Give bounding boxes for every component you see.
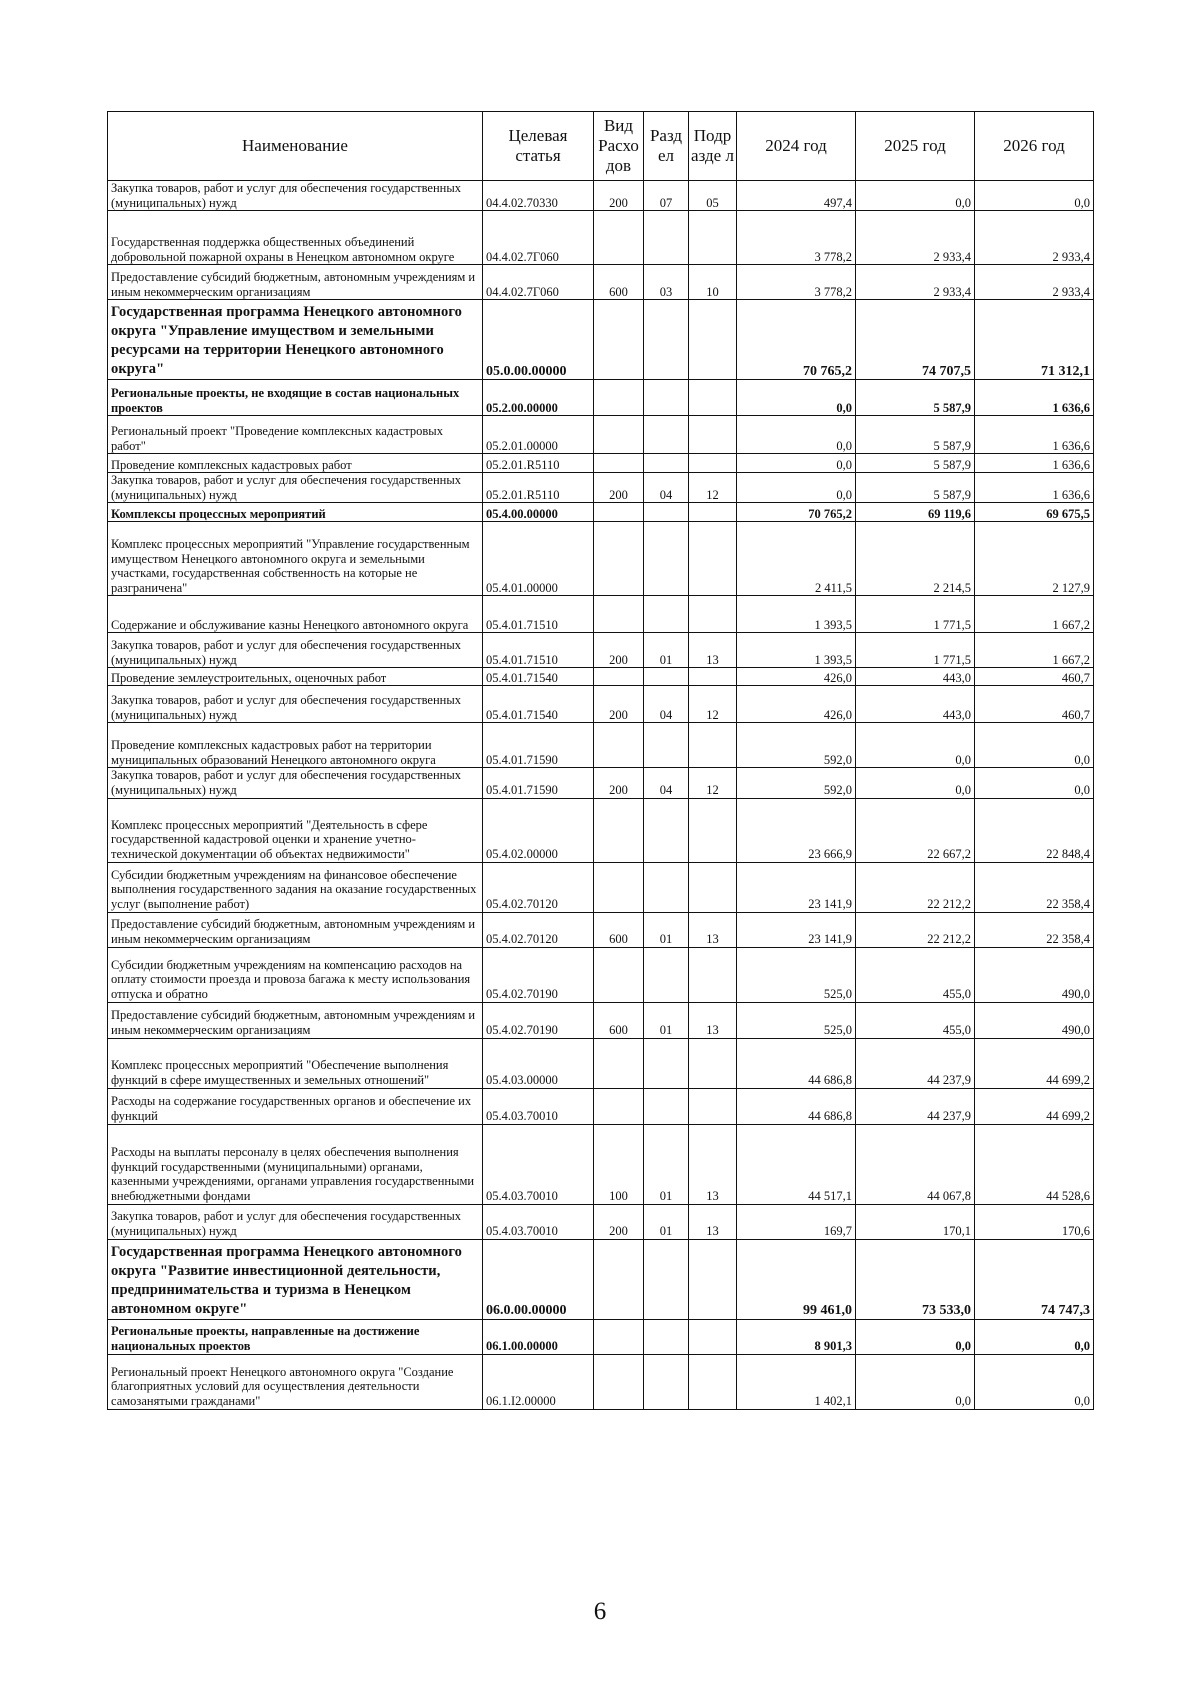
row-value-2026: 1 636,6 xyxy=(975,380,1094,416)
row-name: Комплекс процессных мероприятий "Деятельность в сфере государственной кадастровой оценки и хранение учетно-технической документации об объектах недвижимости" xyxy=(108,798,483,862)
row-value-2025: 1 771,5 xyxy=(856,633,975,668)
row-value-2025: 0,0 xyxy=(856,768,975,798)
row-type xyxy=(594,522,644,596)
row-section xyxy=(644,1319,689,1354)
row-type: 100 xyxy=(594,1124,644,1204)
row-value-2026: 0,0 xyxy=(975,768,1094,798)
row-article: 05.4.03.70010 xyxy=(483,1204,594,1239)
row-article: 04.4.02.7Г060 xyxy=(483,211,594,265)
row-subsection xyxy=(689,1354,737,1409)
row-value-2026: 44 528,6 xyxy=(975,1124,1094,1204)
header-article: Целевая статья xyxy=(483,112,594,181)
row-section: 04 xyxy=(644,473,689,503)
row-article: 05.4.02.70190 xyxy=(483,1002,594,1038)
table-row xyxy=(108,265,1094,300)
row-section xyxy=(644,947,689,1002)
row-section: 01 xyxy=(644,912,689,947)
row-name: Субсидии бюджетным учреждениям на компенсацию расходов на оплату стоимости проезда и провоза багажа к месту использования отпуска и обратно xyxy=(108,947,483,1002)
header-name: Наименование xyxy=(108,112,483,181)
row-value-2026: 460,7 xyxy=(975,686,1094,723)
page-number: 6 xyxy=(593,1598,607,1625)
row-value-2025: 443,0 xyxy=(856,668,975,686)
row-value-2024: 592,0 xyxy=(737,768,856,798)
row-name: Региональный проект "Проведение комплексных кадастровых работ" xyxy=(108,416,483,454)
row-value-2025: 0,0 xyxy=(856,1354,975,1409)
row-article: 05.4.01.00000 xyxy=(483,522,594,596)
row-value-2024: 525,0 xyxy=(737,947,856,1002)
header-2024: 2024 год xyxy=(737,112,856,181)
row-value-2025: 22 212,2 xyxy=(856,862,975,912)
row-value-2026: 44 699,2 xyxy=(975,1038,1094,1088)
row-article: 04.4.02.70330 xyxy=(483,181,594,211)
row-subsection xyxy=(689,668,737,686)
row-value-2025: 22 212,2 xyxy=(856,912,975,947)
row-value-2025: 74 707,5 xyxy=(856,300,975,380)
row-type xyxy=(594,1319,644,1354)
table-row xyxy=(108,1038,1094,1088)
row-subsection xyxy=(689,862,737,912)
row-value-2026: 1 636,6 xyxy=(975,416,1094,454)
row-section: 01 xyxy=(644,1204,689,1239)
row-section xyxy=(644,723,689,768)
row-value-2024: 0,0 xyxy=(737,416,856,454)
row-name: Государственная программа Ненецкого автономного округа "Управление имуществом и земельными ресурсами на территории Ненецкого автономного округа" xyxy=(108,300,483,380)
row-subsection xyxy=(689,1319,737,1354)
row-value-2025: 44 237,9 xyxy=(856,1088,975,1124)
table-row xyxy=(108,416,1094,454)
table-row xyxy=(108,1088,1094,1124)
row-section xyxy=(644,503,689,522)
row-subsection xyxy=(689,211,737,265)
row-section xyxy=(644,1088,689,1124)
row-name: Закупка товаров, работ и услуг для обеспечения государственных (муниципальных) нужд xyxy=(108,1204,483,1239)
row-value-2026: 22 358,4 xyxy=(975,912,1094,947)
row-name: Предоставление субсидий бюджетным, автономным учреждениям и иным некоммерческим организациям xyxy=(108,1002,483,1038)
table-row xyxy=(108,522,1094,596)
row-name: Проведение комплексных кадастровых работ на территории муниципальных образований Ненецкого автономного округа xyxy=(108,723,483,768)
row-section xyxy=(644,300,689,380)
row-name: Комплекс процессных мероприятий "Обеспечение выполнения функций в сфере имущественных и земельных отношений" xyxy=(108,1038,483,1088)
row-section: 01 xyxy=(644,633,689,668)
row-name: Комплекс процессных мероприятий "Управление государственным имуществом Ненецкого автономного округа и земельными участками, государственная собственность на которые не разграничена" xyxy=(108,522,483,596)
row-value-2024: 0,0 xyxy=(737,380,856,416)
row-subsection: 13 xyxy=(689,1124,737,1204)
row-type xyxy=(594,300,644,380)
row-section xyxy=(644,454,689,473)
row-type xyxy=(594,1038,644,1088)
row-value-2025: 1 771,5 xyxy=(856,596,975,633)
row-section xyxy=(644,522,689,596)
row-value-2026: 1 667,2 xyxy=(975,596,1094,633)
row-subsection: 05 xyxy=(689,181,737,211)
row-value-2025: 0,0 xyxy=(856,723,975,768)
row-subsection xyxy=(689,596,737,633)
row-value-2024: 44 686,8 xyxy=(737,1038,856,1088)
row-type xyxy=(594,380,644,416)
row-subsection xyxy=(689,522,737,596)
table-row xyxy=(108,798,1094,862)
row-article: 05.0.00.00000 xyxy=(483,300,594,380)
row-section xyxy=(644,668,689,686)
row-value-2026: 490,0 xyxy=(975,947,1094,1002)
row-value-2026: 2 933,4 xyxy=(975,265,1094,300)
row-value-2025: 455,0 xyxy=(856,1002,975,1038)
row-article: 05.4.01.71540 xyxy=(483,686,594,723)
row-value-2024: 70 765,2 xyxy=(737,503,856,522)
row-value-2025: 2 933,4 xyxy=(856,211,975,265)
row-type xyxy=(594,1354,644,1409)
row-value-2025: 69 119,6 xyxy=(856,503,975,522)
row-type: 200 xyxy=(594,768,644,798)
row-article: 05.4.02.70120 xyxy=(483,912,594,947)
row-value-2024: 1 393,5 xyxy=(737,596,856,633)
table-row xyxy=(108,862,1094,912)
row-section xyxy=(644,416,689,454)
table-row xyxy=(108,912,1094,947)
row-type xyxy=(594,1088,644,1124)
table-row xyxy=(108,947,1094,1002)
row-name: Проведение землеустроительных, оценочных работ xyxy=(108,668,483,686)
row-value-2024: 525,0 xyxy=(737,1002,856,1038)
row-value-2024: 23 666,9 xyxy=(737,798,856,862)
row-type xyxy=(594,596,644,633)
row-subsection: 13 xyxy=(689,633,737,668)
table-row xyxy=(108,686,1094,723)
row-section xyxy=(644,862,689,912)
row-name: Региональные проекты, направленные на достижение национальных проектов xyxy=(108,1319,483,1354)
row-name: Закупка товаров, работ и услуг для обеспечения государственных (муниципальных) нужд xyxy=(108,633,483,668)
row-type: 200 xyxy=(594,473,644,503)
row-article: 06.1.I2.00000 xyxy=(483,1354,594,1409)
row-value-2024: 70 765,2 xyxy=(737,300,856,380)
table-row xyxy=(108,454,1094,473)
row-value-2026: 1 667,2 xyxy=(975,633,1094,668)
row-section: 03 xyxy=(644,265,689,300)
row-name: Предоставление субсидий бюджетным, автономным учреждениям и иным некоммерческим организациям xyxy=(108,265,483,300)
row-type xyxy=(594,454,644,473)
header-2026: 2026 год xyxy=(975,112,1094,181)
row-value-2026: 0,0 xyxy=(975,723,1094,768)
row-section xyxy=(644,211,689,265)
row-value-2025: 44 237,9 xyxy=(856,1038,975,1088)
row-value-2026: 2 127,9 xyxy=(975,522,1094,596)
row-subsection xyxy=(689,503,737,522)
budget-table xyxy=(107,111,1094,1410)
row-article: 05.4.03.00000 xyxy=(483,1038,594,1088)
row-subsection xyxy=(689,947,737,1002)
row-subsection: 12 xyxy=(689,473,737,503)
table-row xyxy=(108,380,1094,416)
row-value-2024: 426,0 xyxy=(737,686,856,723)
row-name: Расходы на выплаты персоналу в целях обеспечения выполнения функций государственными (муниципальными) органами, казенными учреждениями, органами управления государственными внебюджетными фондами xyxy=(108,1124,483,1204)
row-name: Закупка товаров, работ и услуг для обеспечения государственных (муниципальных) нужд xyxy=(108,181,483,211)
header-subsection: Подр азде л xyxy=(689,112,737,181)
row-section: 04 xyxy=(644,768,689,798)
table-row xyxy=(108,300,1094,380)
table-row xyxy=(108,768,1094,798)
row-value-2024: 592,0 xyxy=(737,723,856,768)
row-value-2026: 69 675,5 xyxy=(975,503,1094,522)
row-type: 600 xyxy=(594,912,644,947)
row-section: 01 xyxy=(644,1124,689,1204)
row-subsection: 12 xyxy=(689,686,737,723)
row-subsection xyxy=(689,1088,737,1124)
row-type xyxy=(594,503,644,522)
row-section xyxy=(644,798,689,862)
row-article: 05.4.01.71510 xyxy=(483,596,594,633)
row-section: 04 xyxy=(644,686,689,723)
row-type xyxy=(594,947,644,1002)
row-value-2025: 22 667,2 xyxy=(856,798,975,862)
row-subsection xyxy=(689,1239,737,1319)
row-type: 200 xyxy=(594,181,644,211)
row-value-2025: 5 587,9 xyxy=(856,416,975,454)
row-value-2024: 23 141,9 xyxy=(737,862,856,912)
row-name: Государственная программа Ненецкого автономного округа "Развитие инвестиционной деятельности, предпринимательства и туризма в Ненецком автономном округе" xyxy=(108,1239,483,1319)
row-value-2025: 5 587,9 xyxy=(856,380,975,416)
table-header-row xyxy=(108,112,1094,181)
row-article: 05.4.00.00000 xyxy=(483,503,594,522)
row-value-2024: 8 901,3 xyxy=(737,1319,856,1354)
table-row xyxy=(108,633,1094,668)
row-section xyxy=(644,1038,689,1088)
row-value-2024: 1 402,1 xyxy=(737,1354,856,1409)
row-value-2026: 2 933,4 xyxy=(975,211,1094,265)
row-value-2026: 460,7 xyxy=(975,668,1094,686)
row-value-2024: 2 411,5 xyxy=(737,522,856,596)
row-value-2026: 74 747,3 xyxy=(975,1239,1094,1319)
row-name: Закупка товаров, работ и услуг для обеспечения государственных (муниципальных) нужд xyxy=(108,686,483,723)
row-value-2025: 2 214,5 xyxy=(856,522,975,596)
table-row xyxy=(108,503,1094,522)
row-article: 05.2.01.R5110 xyxy=(483,454,594,473)
row-type: 200 xyxy=(594,1204,644,1239)
row-value-2025: 73 533,0 xyxy=(856,1239,975,1319)
header-section: Разд ел xyxy=(644,112,689,181)
table-row xyxy=(108,1002,1094,1038)
row-section xyxy=(644,596,689,633)
row-type: 200 xyxy=(594,633,644,668)
row-value-2026: 1 636,6 xyxy=(975,473,1094,503)
row-section: 07 xyxy=(644,181,689,211)
row-value-2026: 0,0 xyxy=(975,1354,1094,1409)
row-value-2026: 490,0 xyxy=(975,1002,1094,1038)
row-type: 600 xyxy=(594,1002,644,1038)
table-row xyxy=(108,596,1094,633)
row-value-2024: 99 461,0 xyxy=(737,1239,856,1319)
row-value-2026: 22 358,4 xyxy=(975,862,1094,912)
row-type: 200 xyxy=(594,686,644,723)
row-value-2025: 443,0 xyxy=(856,686,975,723)
row-section xyxy=(644,1354,689,1409)
row-article: 05.4.02.70120 xyxy=(483,862,594,912)
row-article: 05.4.02.00000 xyxy=(483,798,594,862)
row-value-2026: 0,0 xyxy=(975,181,1094,211)
table-row xyxy=(108,1354,1094,1409)
header-type: Вид Расхо дов xyxy=(594,112,644,181)
row-name: Проведение комплексных кадастровых работ xyxy=(108,454,483,473)
row-section: 01 xyxy=(644,1002,689,1038)
table-row xyxy=(108,1204,1094,1239)
row-article: 06.1.00.00000 xyxy=(483,1319,594,1354)
row-value-2024: 0,0 xyxy=(737,454,856,473)
row-type xyxy=(594,211,644,265)
row-value-2024: 3 778,2 xyxy=(737,211,856,265)
table-row xyxy=(108,1239,1094,1319)
header-2025: 2025 год xyxy=(856,112,975,181)
row-value-2024: 3 778,2 xyxy=(737,265,856,300)
row-type: 600 xyxy=(594,265,644,300)
row-subsection xyxy=(689,798,737,862)
row-subsection xyxy=(689,1038,737,1088)
row-article: 05.2.01.00000 xyxy=(483,416,594,454)
row-name: Предоставление субсидий бюджетным, автономным учреждениям и иным некоммерческим организациям xyxy=(108,912,483,947)
row-subsection: 13 xyxy=(689,1204,737,1239)
row-value-2026: 44 699,2 xyxy=(975,1088,1094,1124)
row-value-2024: 0,0 xyxy=(737,473,856,503)
row-value-2024: 426,0 xyxy=(737,668,856,686)
row-value-2025: 5 587,9 xyxy=(856,473,975,503)
row-article: 05.2.01.R5110 xyxy=(483,473,594,503)
row-name: Региональный проект Ненецкого автономного округа "Создание благоприятных условий для осуществления деятельности самозанятыми гражданами" xyxy=(108,1354,483,1409)
table-row xyxy=(108,473,1094,503)
row-type xyxy=(594,668,644,686)
row-subsection xyxy=(689,723,737,768)
row-subsection xyxy=(689,380,737,416)
row-subsection: 10 xyxy=(689,265,737,300)
row-value-2026: 0,0 xyxy=(975,1319,1094,1354)
row-section xyxy=(644,1239,689,1319)
row-subsection xyxy=(689,416,737,454)
row-type xyxy=(594,798,644,862)
row-name: Государственная поддержка общественных объединений добровольной пожарной охраны в Ненецком автономном округе xyxy=(108,211,483,265)
table-row xyxy=(108,668,1094,686)
row-name: Закупка товаров, работ и услуг для обеспечения государственных (муниципальных) нужд xyxy=(108,473,483,503)
row-subsection: 13 xyxy=(689,912,737,947)
row-subsection xyxy=(689,454,737,473)
row-value-2026: 1 636,6 xyxy=(975,454,1094,473)
row-article: 05.4.01.71510 xyxy=(483,633,594,668)
row-article: 05.4.03.70010 xyxy=(483,1088,594,1124)
row-article: 05.4.01.71590 xyxy=(483,723,594,768)
row-article: 05.2.00.00000 xyxy=(483,380,594,416)
row-article: 05.4.02.70190 xyxy=(483,947,594,1002)
row-subsection: 12 xyxy=(689,768,737,798)
table-row xyxy=(108,1124,1094,1204)
row-value-2025: 44 067,8 xyxy=(856,1124,975,1204)
row-value-2024: 44 686,8 xyxy=(737,1088,856,1124)
row-name: Закупка товаров, работ и услуг для обеспечения государственных (муниципальных) нужд xyxy=(108,768,483,798)
row-subsection xyxy=(689,300,737,380)
row-name: Содержание и обслуживание казны Ненецкого автономного округа xyxy=(108,596,483,633)
table-row xyxy=(108,181,1094,211)
row-value-2025: 170,1 xyxy=(856,1204,975,1239)
row-value-2025: 5 587,9 xyxy=(856,454,975,473)
row-article: 06.0.00.00000 xyxy=(483,1239,594,1319)
row-name: Субсидии бюджетным учреждениям на финансовое обеспечение выполнения государственного задания на оказание государственных услуг (выполнение работ) xyxy=(108,862,483,912)
table-row xyxy=(108,1319,1094,1354)
row-value-2025: 2 933,4 xyxy=(856,265,975,300)
row-type xyxy=(594,1239,644,1319)
row-article: 05.4.03.70010 xyxy=(483,1124,594,1204)
table-row xyxy=(108,211,1094,265)
row-value-2024: 169,7 xyxy=(737,1204,856,1239)
row-name: Расходы на содержание государственных органов и обеспечение их функций xyxy=(108,1088,483,1124)
row-value-2026: 71 312,1 xyxy=(975,300,1094,380)
row-type xyxy=(594,416,644,454)
row-value-2024: 1 393,5 xyxy=(737,633,856,668)
row-value-2024: 23 141,9 xyxy=(737,912,856,947)
row-value-2025: 0,0 xyxy=(856,181,975,211)
row-article: 05.4.01.71590 xyxy=(483,768,594,798)
row-name: Комплексы процессных мероприятий xyxy=(108,503,483,522)
row-article: 05.4.01.71540 xyxy=(483,668,594,686)
row-name: Региональные проекты, не входящие в состав национальных проектов xyxy=(108,380,483,416)
row-section xyxy=(644,380,689,416)
row-value-2025: 0,0 xyxy=(856,1319,975,1354)
row-value-2024: 497,4 xyxy=(737,181,856,211)
table-body xyxy=(108,181,1094,1410)
row-type xyxy=(594,862,644,912)
table-row xyxy=(108,723,1094,768)
row-article: 04.4.02.7Г060 xyxy=(483,265,594,300)
row-value-2026: 22 848,4 xyxy=(975,798,1094,862)
row-value-2024: 44 517,1 xyxy=(737,1124,856,1204)
row-value-2025: 455,0 xyxy=(856,947,975,1002)
row-subsection: 13 xyxy=(689,1002,737,1038)
row-value-2026: 170,6 xyxy=(975,1204,1094,1239)
row-type xyxy=(594,723,644,768)
